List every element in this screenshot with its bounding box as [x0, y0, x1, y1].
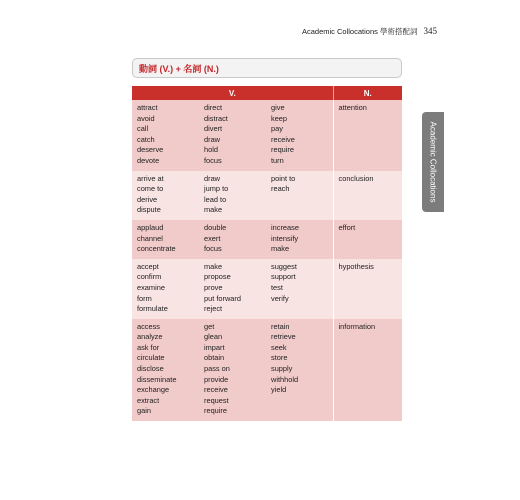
verb-cell: [132, 220, 199, 259]
verb-item: call: [137, 124, 149, 134]
verb-item: exert: [204, 233, 221, 243]
section-title: 動詞 (V.) + 名詞 (N.): [139, 64, 219, 74]
verb-item: receive: [271, 134, 295, 144]
noun-cell: [333, 100, 402, 171]
table-row: [132, 319, 402, 421]
verb-item: jump to: [204, 184, 229, 194]
verb-item: deserve: [137, 145, 164, 155]
verb-item: make: [271, 244, 290, 254]
verb-item: obtain: [204, 353, 225, 363]
verb-cell: [266, 259, 333, 319]
verb-item: derive: [137, 194, 158, 204]
verb-item: make: [204, 261, 223, 271]
verb-item: point to: [271, 173, 296, 183]
verb-item: disseminate: [137, 374, 177, 384]
verb-item: dispute: [137, 205, 161, 215]
verb-cell: [132, 100, 199, 171]
verb-item: direct: [204, 103, 223, 112]
verb-item: pay: [271, 124, 283, 134]
noun-item: conclusion: [338, 173, 374, 183]
verb-item: channel: [137, 233, 163, 243]
verb-item: exchange: [137, 385, 170, 395]
verb-cell: [199, 100, 266, 171]
noun-cell: [333, 319, 402, 421]
verb-item: seek: [271, 342, 287, 352]
verb-item: come to: [137, 184, 164, 194]
verb-item: extract: [137, 395, 160, 405]
running-head: [302, 26, 437, 37]
verb-item: request: [204, 395, 229, 405]
verb-item: draw: [204, 134, 221, 144]
table-row: [132, 259, 402, 319]
table-row: [132, 100, 402, 171]
verb-item: intensify: [271, 233, 299, 243]
verb-item: divert: [204, 124, 223, 134]
page-number: 345: [423, 26, 438, 36]
verb-item: require: [204, 406, 228, 416]
verb-item: hold: [204, 145, 218, 155]
noun-cell: [333, 259, 402, 319]
verb-item: receive: [204, 385, 228, 395]
verb-item: impart: [204, 342, 225, 352]
verb-item: require: [271, 145, 295, 155]
verb-item: suggest: [271, 261, 297, 271]
verb-item: gain: [137, 406, 151, 416]
verb-item: circulate: [137, 353, 165, 363]
verb-cell: [199, 220, 266, 259]
verb-item: make: [204, 205, 223, 215]
verb-item: arrive at: [137, 173, 164, 183]
verb-item: provide: [204, 374, 229, 384]
verb-item: disclose: [137, 364, 164, 374]
verb-item: supply: [271, 364, 293, 374]
verb-item: glean: [204, 332, 223, 342]
verb-item: accept: [137, 261, 159, 271]
verb-item: keep: [271, 113, 288, 123]
verb-item: reach: [271, 184, 290, 194]
verb-item: test: [271, 282, 283, 292]
verb-item: applaud: [137, 222, 164, 232]
column-header-verb: V.: [132, 86, 333, 100]
verb-item: give: [271, 103, 285, 112]
verb-item: get: [204, 321, 215, 331]
noun-item: hypothesis: [338, 261, 374, 271]
verb-item: retain: [271, 321, 290, 331]
verb-cell: [266, 220, 333, 259]
verb-item: lead to: [204, 194, 227, 204]
verb-item: catch: [137, 134, 155, 144]
verb-item: double: [204, 222, 227, 232]
table-row: [132, 220, 402, 259]
verb-item: analyze: [137, 332, 163, 342]
verb-cell: [199, 259, 266, 319]
verb-cell: [266, 171, 333, 220]
verb-item: devote: [137, 155, 160, 165]
verb-item: concentrate: [137, 244, 176, 254]
noun-item: information: [338, 321, 376, 331]
side-tab: [422, 112, 444, 212]
noun-item: attention: [338, 103, 367, 112]
verb-item: draw: [204, 173, 221, 183]
verb-item: yield: [271, 385, 287, 395]
verb-item: prove: [204, 282, 223, 292]
verb-cell: [132, 319, 199, 421]
verb-cell: [266, 319, 333, 421]
verb-item: withhold: [271, 374, 299, 384]
verb-item: support: [271, 272, 296, 282]
verb-item: focus: [204, 155, 222, 165]
noun-cell: [333, 220, 402, 259]
verb-item: put forward: [204, 293, 241, 303]
verb-cell: [266, 100, 333, 171]
verb-item: store: [271, 353, 288, 363]
verb-item: pass on: [204, 364, 230, 374]
column-header-noun: N.: [333, 86, 402, 100]
verb-item: examine: [137, 282, 165, 292]
collocation-table: [132, 86, 402, 421]
table-row: [132, 171, 402, 220]
verb-item: ask for: [137, 342, 160, 352]
verb-cell: [199, 319, 266, 421]
side-tab-label: Academic Collocations: [428, 121, 438, 203]
verb-item: confirm: [137, 272, 162, 282]
verb-item: access: [137, 321, 161, 331]
verb-cell: [199, 171, 266, 220]
table-body: [132, 100, 402, 421]
section-title-box: [132, 58, 402, 78]
verb-item: distract: [204, 113, 228, 123]
verb-item: form: [137, 293, 152, 303]
verb-item: attract: [137, 103, 158, 112]
noun-cell: [333, 171, 402, 220]
verb-item: avoid: [137, 113, 155, 123]
verb-item: formulate: [137, 304, 168, 314]
verb-item: focus: [204, 244, 222, 254]
table-header-row: [132, 86, 402, 100]
verb-item: verify: [271, 293, 289, 303]
verb-cell: [132, 171, 199, 220]
header-title: Academic Collocations 學術搭配詞: [302, 27, 418, 36]
verb-item: propose: [204, 272, 231, 282]
verb-item: retrieve: [271, 332, 296, 342]
verb-item: turn: [271, 155, 284, 165]
noun-item: effort: [338, 222, 356, 232]
verb-item: increase: [271, 222, 299, 232]
verb-item: reject: [204, 304, 223, 314]
verb-cell: [132, 259, 199, 319]
